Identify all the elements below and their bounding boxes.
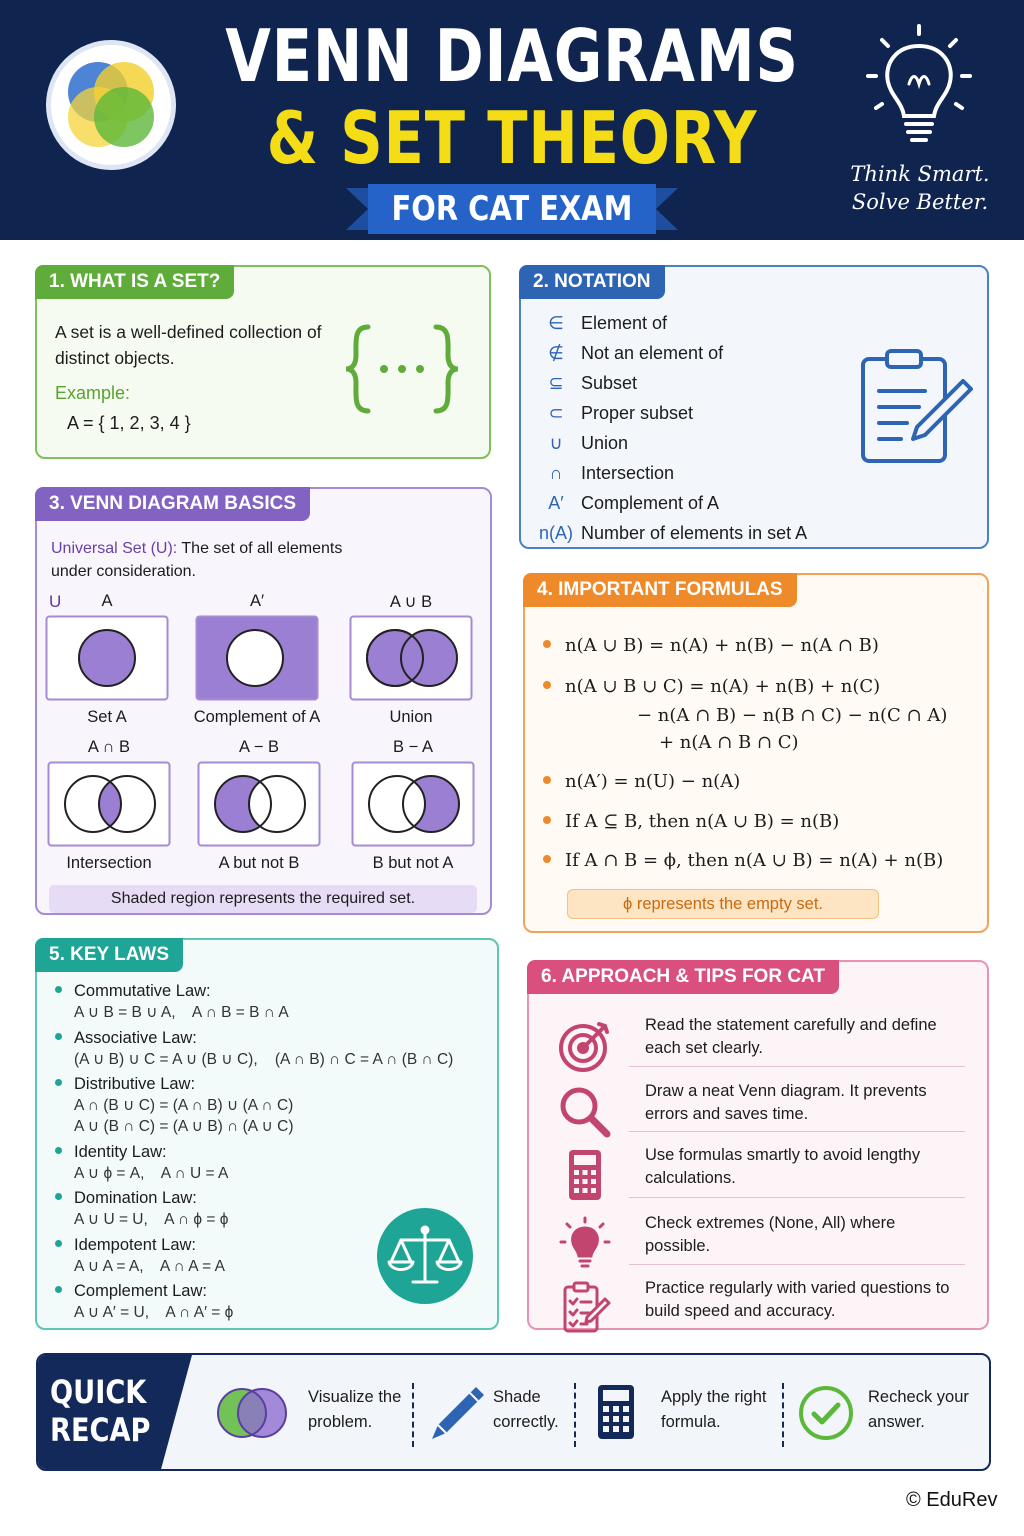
heading-text: 4. IMPORTANT FORMULAS <box>537 579 783 600</box>
formula-text: If A ∩ B = ϕ, then n(A ∪ B) = n(A) + n(B) <box>565 850 944 871</box>
tip-item <box>529 1273 991 1337</box>
tip-text: Use formulas smartly to avoid lengthy calculations. <box>645 1146 921 1187</box>
law-formula: A ∪ A = A, A ∩ A = A <box>74 1258 225 1275</box>
heading-text: 3. VENN DIAGRAM BASICS <box>49 493 297 514</box>
formula-union-three <box>543 676 880 697</box>
magnifier-icon <box>557 1084 613 1140</box>
notation-row <box>531 428 807 458</box>
tip-item <box>529 1208 991 1272</box>
notation-panel <box>519 265 989 549</box>
heading-text: 1. WHAT IS A SET? <box>49 271 221 292</box>
what-is-a-set-panel <box>35 265 491 459</box>
lightbulb-icon <box>862 22 976 162</box>
panel-heading <box>527 960 839 994</box>
venn-union <box>349 615 473 701</box>
tip-text: Read the statement carefully and define each set clearly. <box>645 1016 937 1057</box>
universal-set-definition <box>51 537 371 583</box>
universal-set-term: Universal Set (U): <box>51 540 178 557</box>
header-banner <box>0 0 1024 240</box>
tagline-line-1: Think Smart. <box>850 162 990 186</box>
venn-set-a <box>45 615 169 701</box>
law-name: Identity Law: <box>74 1143 167 1161</box>
law-item <box>55 1234 225 1277</box>
law-formula: A ∪ A′ = U, A ∩ A′ = ϕ <box>74 1304 234 1321</box>
notation-symbol: ∪ <box>549 432 563 453</box>
panel-heading <box>35 265 234 299</box>
panel-heading <box>523 573 797 607</box>
recap-label: QUICK RECAP <box>50 1373 151 1449</box>
venn-caption: B but not A <box>372 854 454 872</box>
example-set: A = { 1, 2, 3, 4 } <box>67 413 191 433</box>
checkmark-icon <box>794 1383 858 1443</box>
formula-text: n(A ∪ B) = n(A) + n(B) − n(A ∩ B) <box>565 635 879 656</box>
venn-b-minus-a <box>351 761 475 847</box>
notation-label: Union <box>581 432 629 453</box>
formula-union-three-line3: + n(A ∩ B ∩ C) <box>659 732 799 753</box>
formulas-panel <box>523 573 989 933</box>
shading-note: Shaded region represents the required set. <box>49 885 477 913</box>
law-name: Distributive Law: <box>74 1075 196 1093</box>
universal-set-text: The set of all elements under consideration. <box>51 540 343 580</box>
law-item <box>55 1187 228 1230</box>
notation-symbol: ∉ <box>548 342 564 363</box>
tip-item <box>529 1140 991 1204</box>
notation-row <box>531 398 807 428</box>
venn-a-minus-b <box>197 761 321 847</box>
venn-caption: A but not B <box>218 854 300 872</box>
key-laws-panel <box>35 938 499 1330</box>
notation-label: Number of elements in set A <box>581 522 808 543</box>
panel-heading <box>519 265 665 299</box>
notation-row <box>531 458 807 488</box>
formula-text: n(A ∪ B ∪ C) = n(A) + n(B) + n(C) <box>565 676 881 697</box>
law-formula: A ∪ U = U, A ∩ ϕ = ϕ <box>74 1211 229 1228</box>
notation-symbol: ∈ <box>548 312 564 333</box>
notation-label: Complement of A <box>581 492 720 513</box>
copyright: © EduRev <box>906 1489 998 1511</box>
notation-symbol: A′ <box>548 492 564 513</box>
venn-intersection <box>47 761 171 847</box>
formula-subset <box>543 811 839 832</box>
quick-recap-bar <box>36 1353 991 1471</box>
recap-text: Visualize the problem. <box>308 1388 402 1431</box>
tip-divider <box>629 1066 965 1067</box>
tips-panel <box>527 960 989 1330</box>
formula-text: If A ⊆ B, then n(A ∪ B) = n(B) <box>565 811 840 832</box>
venn-caption: Complement of A <box>193 708 321 726</box>
tip-text: Check extremes (None, All) where possible. <box>645 1214 896 1255</box>
tip-divider <box>629 1197 965 1198</box>
venn-top-label: B − A <box>393 738 433 756</box>
notation-label: Subset <box>581 372 638 393</box>
law-item <box>55 1141 228 1184</box>
law-item <box>55 1280 233 1323</box>
venn-top-label: A′ <box>249 592 265 610</box>
notation-row <box>531 518 807 548</box>
recap-divider <box>574 1383 576 1447</box>
notation-symbol: ⊆ <box>548 372 564 393</box>
tip-divider <box>629 1131 965 1132</box>
venn-caption: Union <box>389 708 433 726</box>
venn-top-label: A ∩ B <box>87 738 131 756</box>
venn-top-label: A ∪ B <box>389 593 433 611</box>
law-formula: (A ∪ B) ∪ C = A ∪ (B ∪ C), (A ∩ B) ∩ C = A ∩ (B ∩ C) <box>74 1051 454 1068</box>
notation-row <box>531 338 807 368</box>
notation-label: Proper subset <box>581 402 694 423</box>
recap-text: Apply the right formula. <box>661 1388 767 1431</box>
venn-basics-panel <box>35 487 492 915</box>
heading-text: 6. APPROACH & TIPS FOR CAT <box>541 966 825 987</box>
tip-divider <box>629 1264 965 1265</box>
venn-top-label: A <box>101 592 113 610</box>
set-definition: A set is a well-defined collection of distinct objects. <box>55 322 322 368</box>
notation-row <box>531 488 807 518</box>
calculator-icon <box>557 1148 613 1204</box>
tagline <box>840 160 1000 216</box>
formula-union-three-line2: − n(A ∩ B) − n(B ∩ C) − n(C ∩ A) <box>637 705 948 726</box>
formula-union-two <box>543 635 879 656</box>
example-label: Example: <box>55 383 131 403</box>
notation-symbol: ∩ <box>549 462 563 483</box>
tip-text: Draw a neat Venn diagram. It prevents errors and saves time. <box>645 1082 927 1123</box>
notation-row <box>531 308 807 338</box>
law-formula: A ∩ (B ∪ C) = (A ∩ B) ∪ (A ∩ C) A ∪ (B ∩ C) = (A ∪ B) ∩ (A ∪ C) <box>74 1097 294 1135</box>
empty-set-note: ϕ represents the empty set. <box>567 889 879 919</box>
lightbulb-icon <box>557 1216 613 1272</box>
formula-complement <box>543 771 740 792</box>
tip-text: Practice regularly with varied questions to build speed and accuracy. <box>645 1279 950 1320</box>
venn-top-label: A − B <box>239 738 279 756</box>
law-name: Domination Law: <box>74 1189 197 1207</box>
venn-icon <box>214 1383 290 1443</box>
heading-text: 2. NOTATION <box>533 271 651 292</box>
recap-divider <box>412 1383 414 1447</box>
notation-label: Not an element of <box>581 342 724 363</box>
notation-label: Element of <box>581 312 668 333</box>
notation-label: Intersection <box>581 462 675 483</box>
notation-row <box>531 368 807 398</box>
law-item <box>55 1073 294 1137</box>
pencil-icon <box>424 1383 488 1443</box>
panel-heading <box>35 938 183 972</box>
clipboard-pencil-icon <box>859 347 975 467</box>
title-line-2: & SET THEORY <box>266 96 758 180</box>
law-item <box>55 1027 453 1070</box>
balance-scale-icon <box>377 1208 473 1304</box>
checklist-icon <box>557 1281 613 1337</box>
law-item <box>55 980 289 1023</box>
venn-caption: Set A <box>87 708 127 726</box>
heading-text: 5. KEY LAWS <box>49 944 170 965</box>
law-name: Idempotent Law: <box>74 1236 196 1254</box>
law-name: Complement Law: <box>74 1282 207 1300</box>
calculator-icon <box>586 1383 650 1443</box>
law-name: Commutative Law: <box>74 982 211 1000</box>
panel-heading <box>35 487 310 521</box>
recap-divider <box>782 1383 784 1447</box>
notation-symbol: n(A) <box>538 522 573 543</box>
tip-item <box>529 1010 991 1074</box>
target-icon <box>557 1018 613 1074</box>
notation-symbol: ⊂ <box>548 402 564 423</box>
formula-text: n(A′) = n(U) − n(A) <box>565 771 741 792</box>
venn-caption: Intersection <box>66 854 152 872</box>
universal-mark: U <box>49 592 62 611</box>
tagline-line-2: Solve Better. <box>851 190 989 214</box>
subtitle: FOR CAT EXAM <box>391 189 633 229</box>
recap-text: Shade correctly. <box>493 1388 559 1431</box>
law-formula: A ∪ B = B ∪ A, A ∩ B = B ∩ A <box>74 1004 289 1021</box>
recap-text: Recheck your answer. <box>868 1388 969 1431</box>
law-formula: A ∪ ϕ = A, A ∩ U = A <box>74 1165 229 1182</box>
title-line-1: VENN DIAGRAMS <box>225 14 799 98</box>
formula-disjoint <box>543 850 943 871</box>
curly-braces-icon <box>342 321 462 417</box>
venn-complement-a <box>195 615 319 701</box>
notation-list <box>531 308 807 548</box>
law-name: Associative Law: <box>74 1029 197 1047</box>
